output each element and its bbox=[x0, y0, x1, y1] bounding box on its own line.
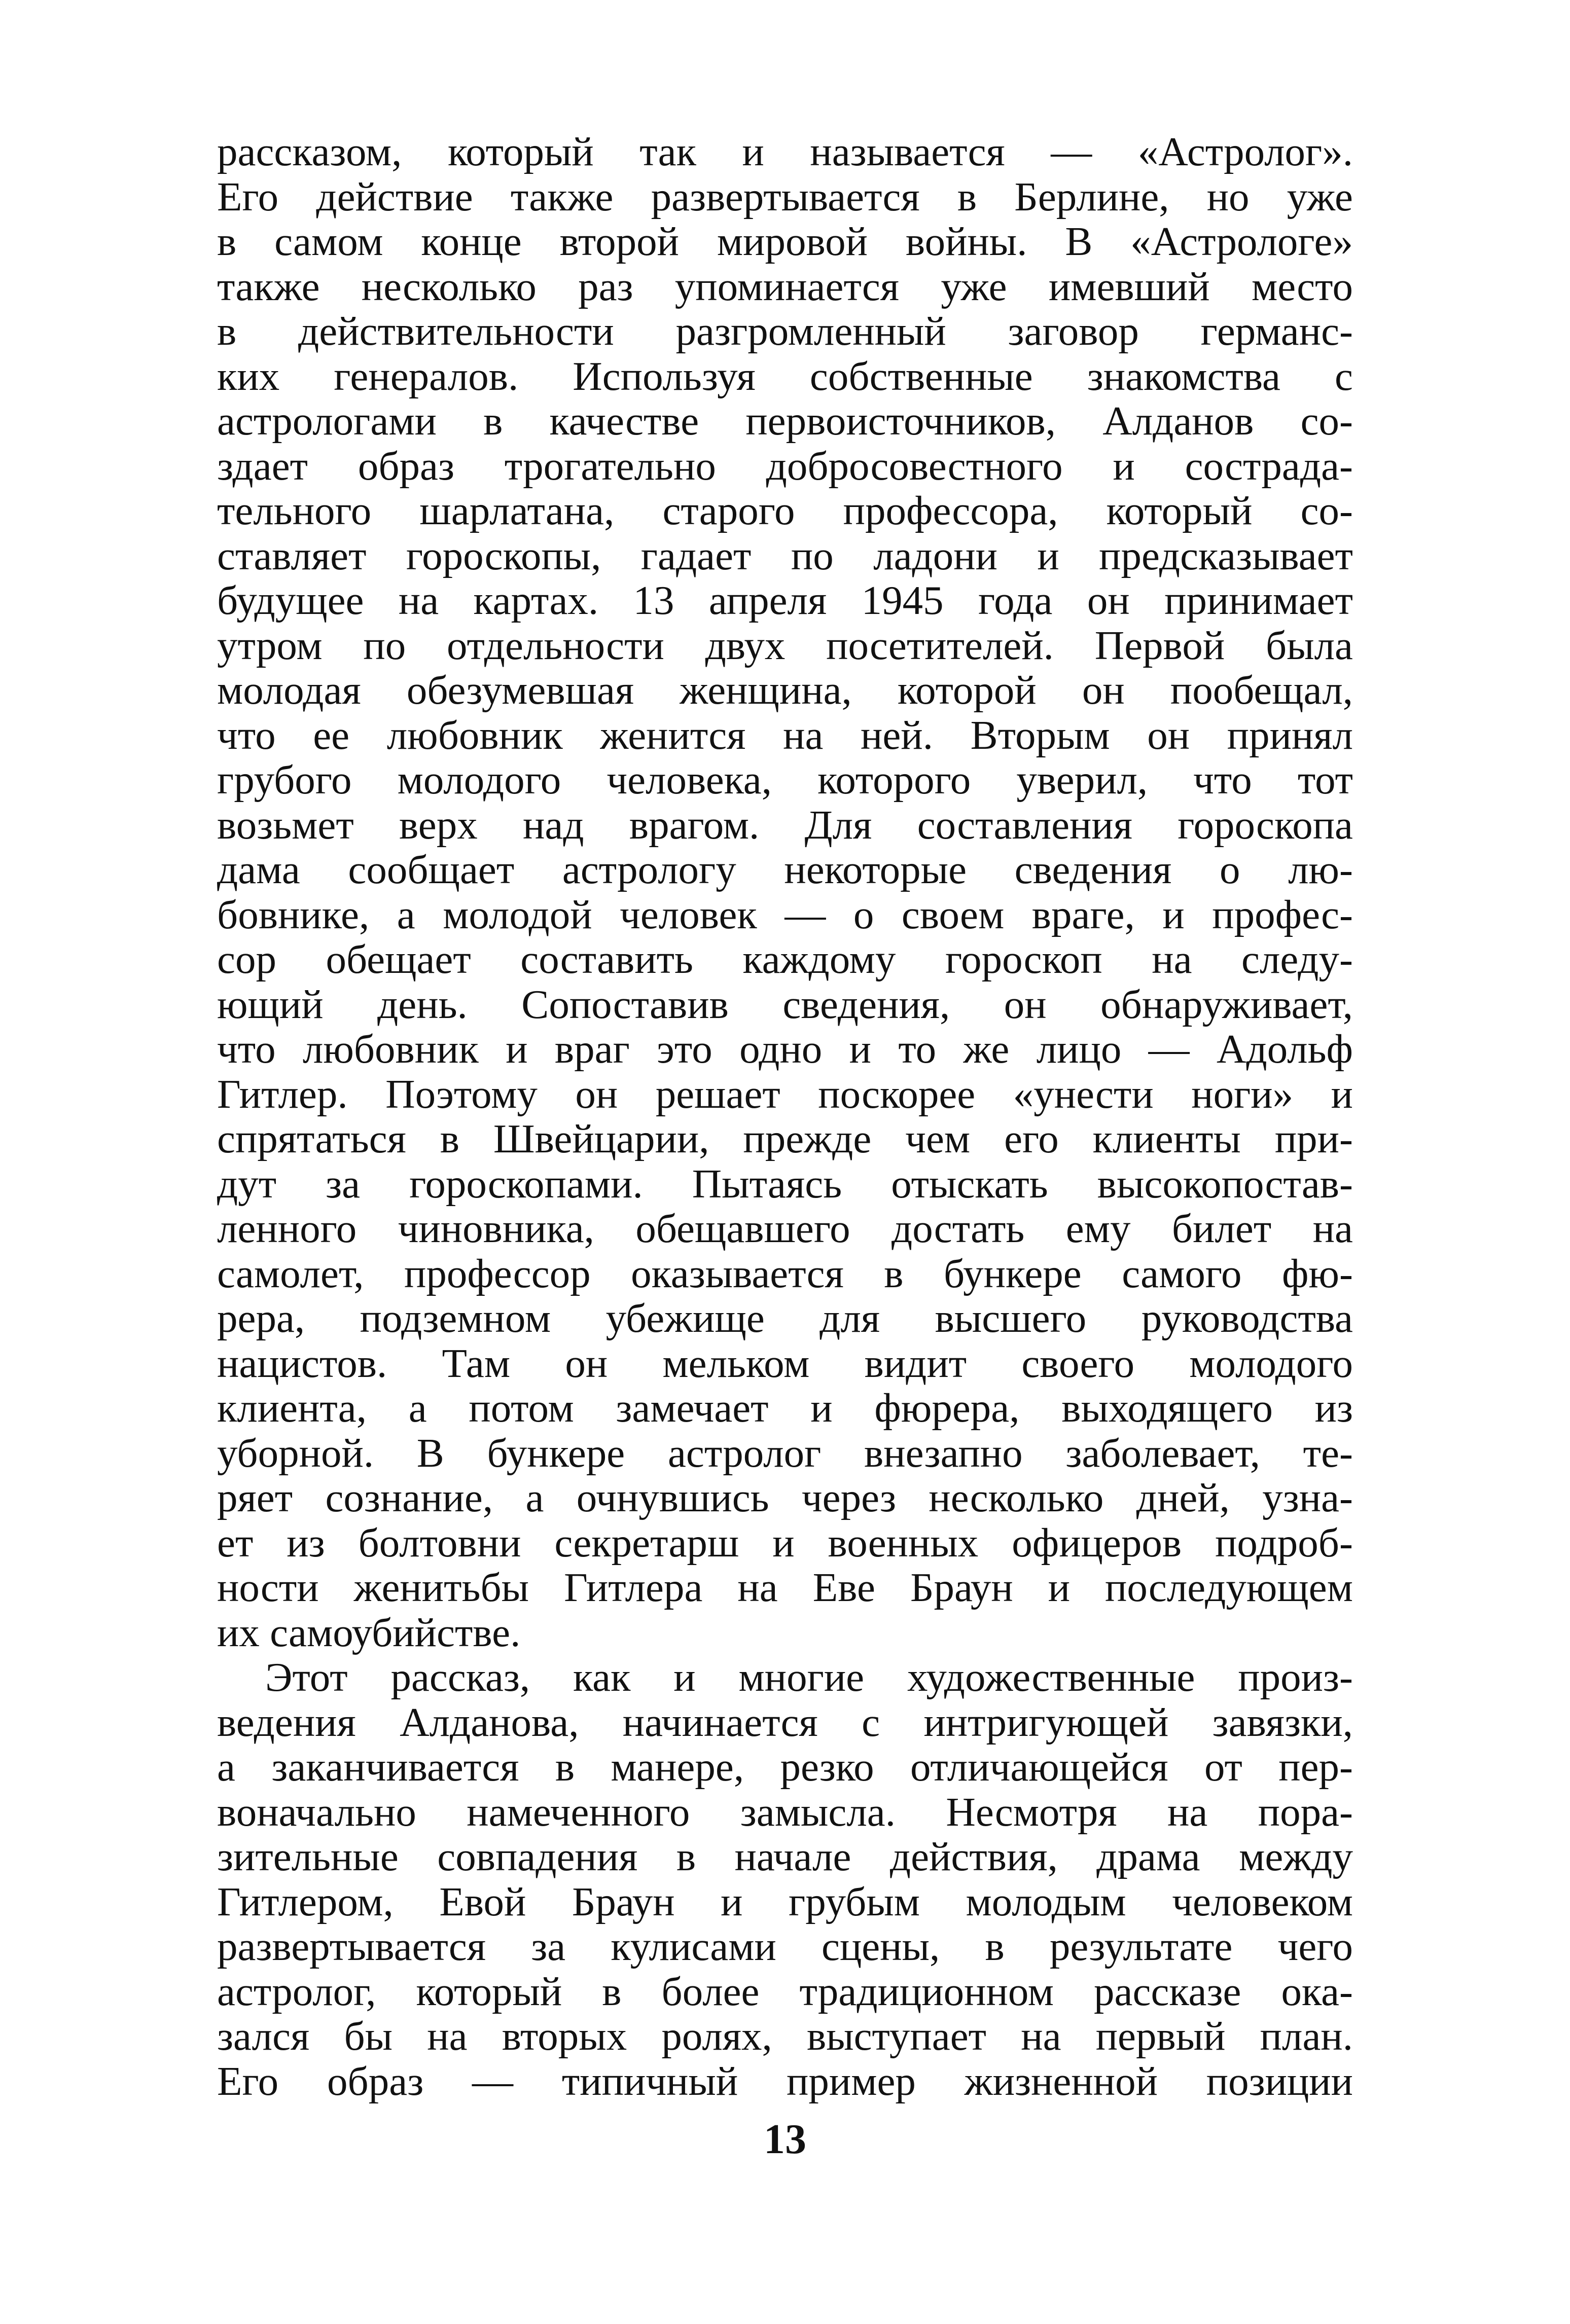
text-line: Этот рассказ, как и многие художественные произ- bbox=[265, 1655, 1353, 1700]
page-number: 13 bbox=[764, 2116, 806, 2163]
text-line: нацистов. Там он мельком видит своего молодого bbox=[217, 1340, 1353, 1386]
text-line: утром по отдельности двух посетителей. Первой была bbox=[217, 623, 1353, 668]
text-line: астролог, который в более традиционном рассказе ока- bbox=[217, 1969, 1353, 2014]
text-line: тельного шарлатана, старого профессора, который со- bbox=[217, 488, 1353, 533]
text-line: их самоубийстве. bbox=[217, 1610, 521, 1655]
text-line: а заканчивается в манере, резко отличающейся от пер- bbox=[217, 1745, 1353, 1790]
text-line: сор обещает составить каждому гороскоп на следу- bbox=[217, 937, 1353, 982]
text-line: молодая обезумевшая женщина, которой он пообещал, bbox=[217, 668, 1353, 713]
text-line: рера, подземном убежище для высшего руководства bbox=[217, 1296, 1353, 1341]
text-line: зительные совпадения в начале действия, драма между bbox=[217, 1834, 1353, 1879]
text-line: ставляет гороскопы, гадает по ладони и предсказывает bbox=[217, 533, 1353, 578]
text-line: дут за гороскопами. Пытаясь отыскать высокопостав- bbox=[217, 1161, 1353, 1206]
text-line: Гитлером, Евой Браун и грубым молодым человеком bbox=[217, 1879, 1353, 1924]
text-line: ведения Алданова, начинается с интригующей завязки, bbox=[217, 1699, 1353, 1745]
text-line: рассказом, который так и называется — «Астролог». bbox=[217, 129, 1353, 174]
text-line: в действительности разгромленный заговор германс- bbox=[217, 309, 1353, 354]
text-line: в самом конце второй мировой войны. В «Астрологе» bbox=[217, 219, 1353, 264]
text-line: астрологами в качестве первоисточников, Алданов со- bbox=[217, 398, 1353, 444]
text-line: Его действие также развертывается в Берлине, но уже bbox=[217, 174, 1353, 219]
text-line: ленного чиновника, обещавшего достать ему билет на bbox=[217, 1206, 1353, 1251]
text-line: ряет сознание, а очнувшись через несколько дней, узна- bbox=[217, 1475, 1353, 1520]
text-line: ких генералов. Используя собственные знакомства с bbox=[217, 353, 1353, 398]
text-line: бовнике, а молодой человек — о своем враге, и профес- bbox=[217, 892, 1353, 937]
text-line: самолет, профессор оказывается в бункере самого фю- bbox=[217, 1251, 1353, 1296]
text-line: дама сообщает астрологу некоторые сведения о лю- bbox=[217, 847, 1353, 892]
text-line: воначально намеченного замысла. Несмотря на пора- bbox=[217, 1789, 1353, 1834]
text-line: также несколько раз упоминается уже имевший место bbox=[217, 264, 1353, 309]
text-line: Его образ — типичный пример жизненной позиции bbox=[217, 2058, 1353, 2103]
text-line: будущее на картах. 13 апреля 1945 года он принимает bbox=[217, 578, 1353, 623]
text-line: уборной. В бункере астролог внезапно заболевает, те- bbox=[217, 1430, 1353, 1475]
text-line: ет из болтовни секретарш и военных офицеров подроб- bbox=[217, 1520, 1353, 1565]
text-line: Гитлер. Поэтому он решает поскорее «унести ноги» и bbox=[217, 1071, 1353, 1116]
text-line: ности женитьбы Гитлера на Еве Браун и последующем bbox=[217, 1565, 1353, 1610]
text-line: возьмет верх над врагом. Для составления гороскопа bbox=[217, 802, 1353, 847]
text-line: здает образ трогательно добросовестного и сострада- bbox=[217, 443, 1353, 488]
body-text bbox=[217, 129, 1353, 2103]
text-line: спрятаться в Швейцарии, прежде чем его клиенты при- bbox=[217, 1116, 1353, 1161]
paragraph bbox=[217, 1655, 1353, 2103]
text-line: зался бы на вторых ролях, выступает на первый план. bbox=[217, 2014, 1353, 2059]
text-line: что любовник и враг это одно и то же лицо — Адольф bbox=[217, 1027, 1353, 1072]
text-line: грубого молодого человека, которого уверил, что тот bbox=[217, 757, 1353, 803]
text-line: клиента, а потом замечает и фюрера, выходящего из bbox=[217, 1386, 1353, 1431]
text-line: ющий день. Сопоставив сведения, он обнаруживает, bbox=[217, 982, 1353, 1027]
text-line: развертывается за кулисами сцены, в результате чего bbox=[217, 1924, 1353, 1969]
paragraph bbox=[217, 129, 1353, 1655]
text-line: что ее любовник женится на ней. Вторым он принял bbox=[217, 712, 1353, 757]
